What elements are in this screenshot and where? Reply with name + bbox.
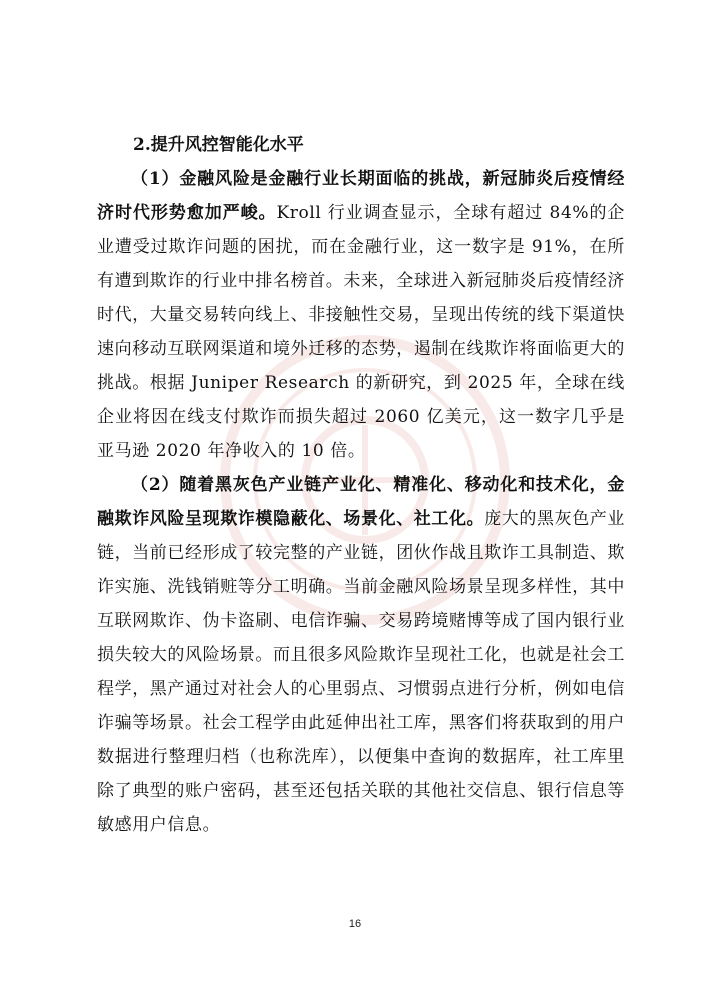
paragraph-1-lead: （1）金融风险是金融行业长期面临的挑战，新冠肺炎后疫情经济时代形势愈加严峻。 (97, 169, 625, 223)
paragraph-2-text: 庞大的黑灰色产业链，当前已经形成了较完整的产业链，团伙作战且欺诈工具制造、欺诈实施、洗钱销赃等分工明确。当前金融风险场景呈现多样性，其中互联网欺诈、伪卡盗刷、电信诈骗、交易跨境赌博等成了国内银行业损失较大的风险场景。而且很多风险欺诈呈现社工化，也就是社会工程学，黑产通过对社会人的心里弱点、习惯弱点进行分析，例如电信诈骗等场景。社会工程学由此延伸出社工库，黑客们将获取到的用户数据进行整理归档（也称洗库），以便集中查询的数据库，社工库里除了典型的账户密码，甚至还包括关联的其他社交信息、银行信息等敏感用户信息。 (97, 509, 626, 835)
page-number: 16 (348, 918, 362, 930)
paragraph-2 (97, 468, 625, 842)
paragraph-1 (97, 162, 625, 468)
paragraph-2-lead: （2）随着黑灰色产业链产业化、精准化、移动化和技术化，金融欺诈风险呈现欺诈模隐蔽化、场景化、社工化。 (97, 475, 625, 529)
paragraph-1-text: Kroll 行业调查显示，全球有超过 84%的企业遭受过欺诈问题的困扰，而在金融行业，这一数字是 91%，在所有遭到欺诈的行业中排名榜首。未来，全球进入新冠肺炎后疫情经济时代，大量交易转向线上、非接触性交易，呈现出传统的线下渠道快速向移动互联网渠道和境外迁移的态势，遏制在线欺诈将面临更大的挑战。根据 Juniper Research 的新研究，到 2025 年，全球在线企业将因在线支付欺诈而损失超过 2060 亿美元，这一数字几乎是亚马逊 2020 年净收入的 10 倍。 (97, 203, 626, 461)
document-body (97, 128, 625, 842)
section-heading: 2.提升风控智能化水平 (133, 135, 304, 155)
